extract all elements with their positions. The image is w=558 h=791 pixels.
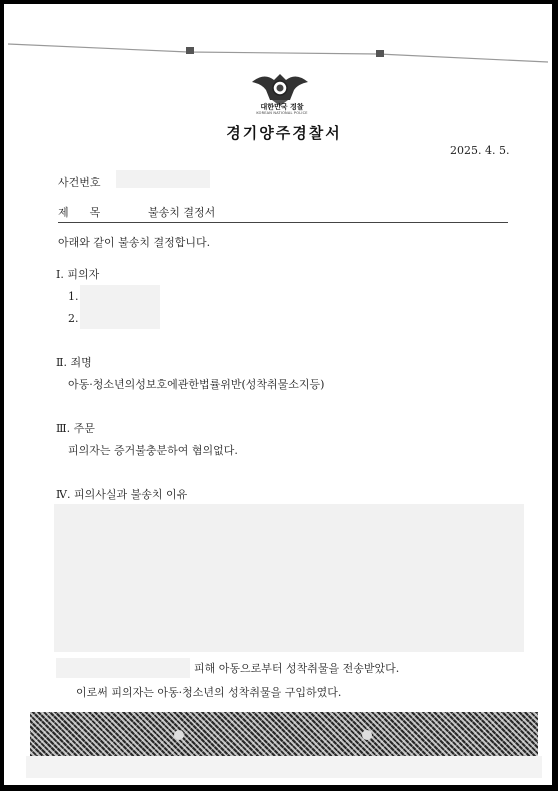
suspect-item-1: 1. [68,290,79,303]
staple-icon [376,50,384,57]
order-heading: Ⅲ. 주문 [56,422,95,435]
agency-name: 경기양주경찰서 [226,124,342,142]
binding-hole-icon [174,730,184,740]
emblem-subtitle: KOREAN NATIONAL POLICE [256,111,308,115]
redacted-facts-prefix [56,658,190,678]
subject-value: 불송치 결정서 [148,206,216,219]
suspect-item-2: 2. [68,312,79,325]
charge-text: 아동·청소년의성보호에관한법률위반(성착취물소지등) [68,378,325,391]
redacted-suspects [80,285,160,329]
case-number-label: 사건번호 [58,176,101,189]
redacted-case-number [116,170,210,188]
facts-heading: Ⅳ. 피의사실과 불송치 이유 [56,488,188,501]
suspect-heading: Ⅰ. 피의자 [56,268,100,281]
subject-label: 제 목 [58,206,101,219]
scan-noise-texture [30,712,538,756]
binding-hole-icon [362,730,372,740]
page-bottom-margin [26,756,542,778]
redacted-facts-block [54,504,524,652]
order-text: 피의자는 증거불충분하여 혐의없다. [68,444,238,457]
header-divider [58,222,508,223]
staple-icon [186,47,194,54]
document-page [4,4,552,785]
facts-line-2: 이로써 피의자는 아동·청소년의 성착취물을 구입하였다. [76,686,342,699]
document-edge-line [8,38,548,64]
document-date: 2025. 4. 5. [450,144,510,157]
facts-line-1: 피해 아동으로부터 성착취물을 전송받았다. [194,662,400,675]
emblem-title: 대한민국 경찰 [260,103,304,111]
charge-heading: Ⅱ. 죄명 [56,356,92,369]
intro-text: 아래와 같이 불송치 결정합니다. [58,236,211,249]
